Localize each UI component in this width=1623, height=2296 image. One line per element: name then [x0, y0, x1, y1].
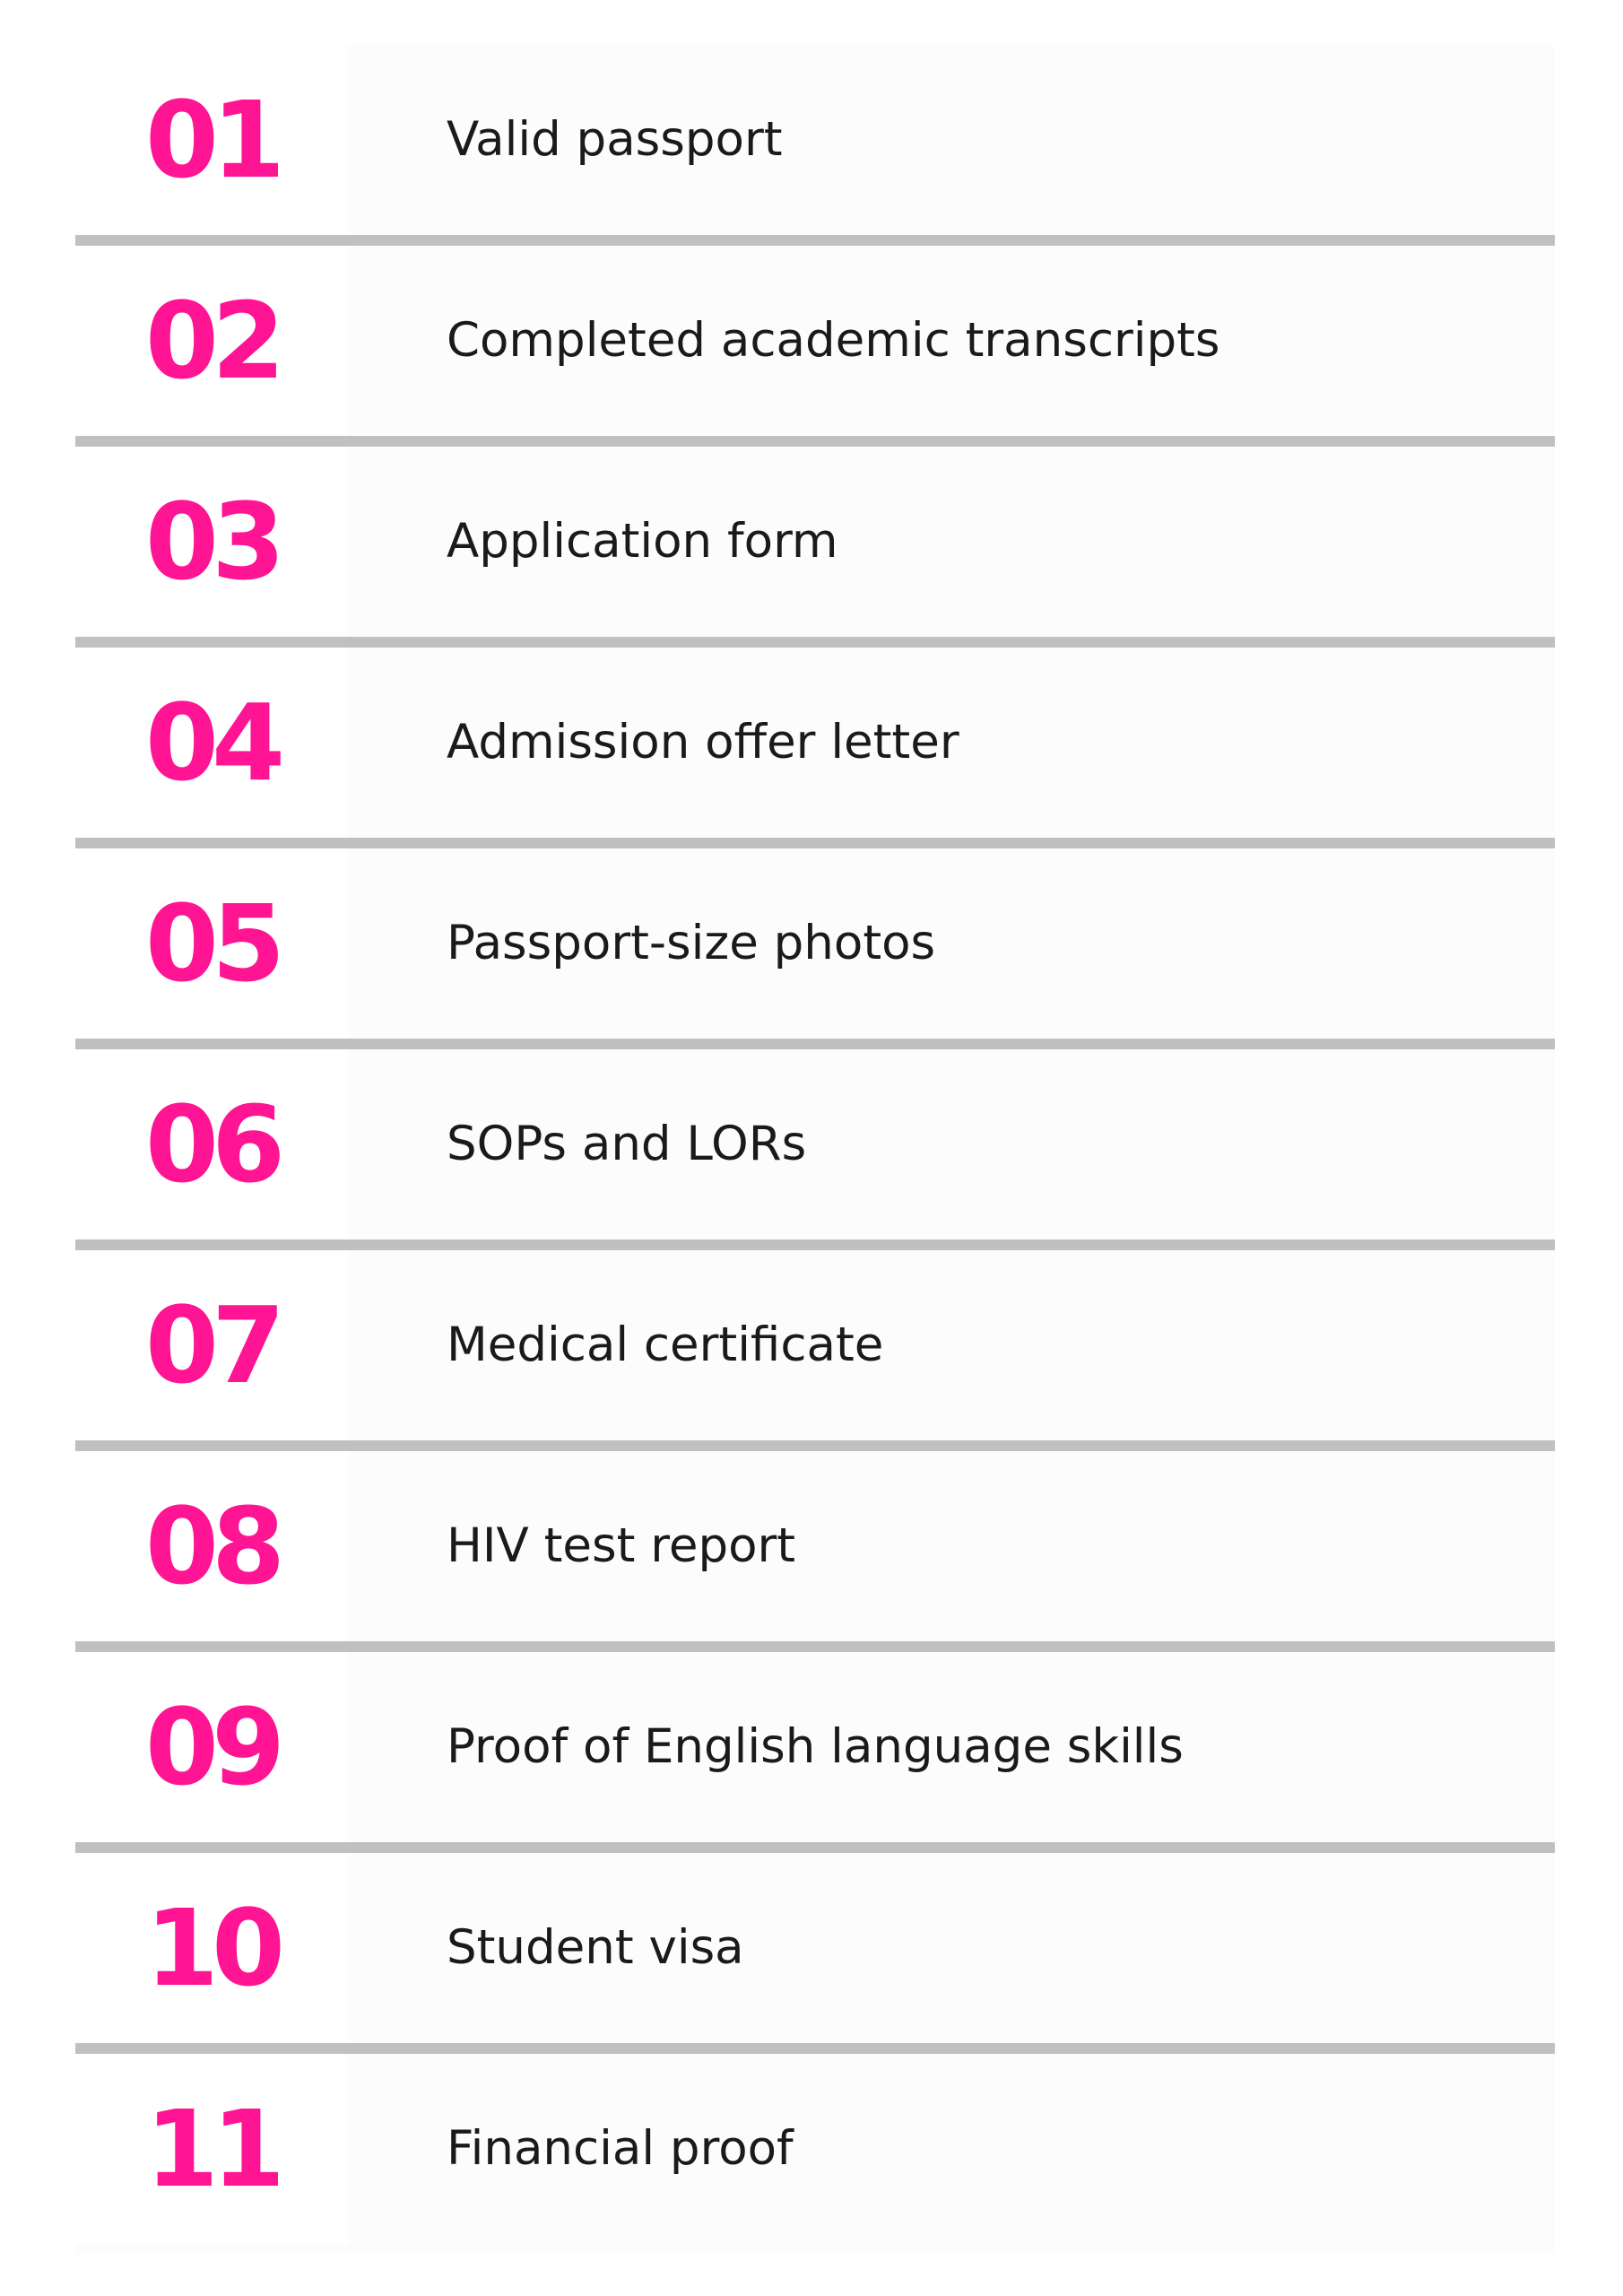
list-item	[75, 2054, 1555, 2255]
row-divider	[75, 1039, 1555, 1049]
item-number: 10	[144, 1886, 279, 2010]
item-number: 08	[144, 1484, 279, 1608]
item-label: HIV test report	[447, 1518, 796, 1573]
item-number: 02	[144, 279, 279, 403]
item-label: Financial proof	[447, 2121, 794, 2176]
item-label: SOPs and LORs	[447, 1117, 807, 1171]
item-number: 01	[144, 78, 279, 202]
list-item	[75, 246, 1555, 447]
list-item	[75, 848, 1555, 1049]
list-item	[75, 1451, 1555, 1652]
item-number: 11	[144, 2087, 279, 2211]
row-divider	[75, 2043, 1555, 2054]
list-item	[75, 1652, 1555, 1853]
item-number: 07	[144, 1283, 279, 1407]
requirements-list	[75, 45, 1555, 2255]
item-label: Valid passport	[447, 112, 783, 167]
item-label: Admission offer letter	[447, 715, 959, 770]
row-divider	[75, 838, 1555, 848]
item-label: Completed academic transcripts	[447, 313, 1220, 368]
list-item	[75, 1049, 1555, 1250]
row-divider	[75, 1641, 1555, 1652]
row-divider	[75, 235, 1555, 246]
item-label: Medical certificate	[447, 1318, 884, 1372]
list-item	[75, 45, 1555, 246]
item-label: Student visa	[447, 1920, 744, 1975]
list-item	[75, 447, 1555, 648]
list-item	[75, 1250, 1555, 1451]
row-divider	[75, 637, 1555, 648]
item-number: 05	[144, 882, 279, 1005]
item-number: 04	[144, 681, 279, 804]
item-label: Application form	[447, 514, 838, 569]
list-item	[75, 648, 1555, 848]
item-label: Passport-size photos	[447, 916, 936, 970]
item-number: 06	[144, 1083, 279, 1206]
row-divider	[75, 1842, 1555, 1853]
list-item	[75, 1853, 1555, 2054]
item-number: 03	[144, 480, 279, 604]
item-number: 09	[144, 1685, 279, 1809]
item-label: Proof of English language skills	[447, 1719, 1184, 1774]
row-divider	[75, 436, 1555, 447]
row-divider	[75, 1239, 1555, 1250]
row-divider	[75, 1440, 1555, 1451]
